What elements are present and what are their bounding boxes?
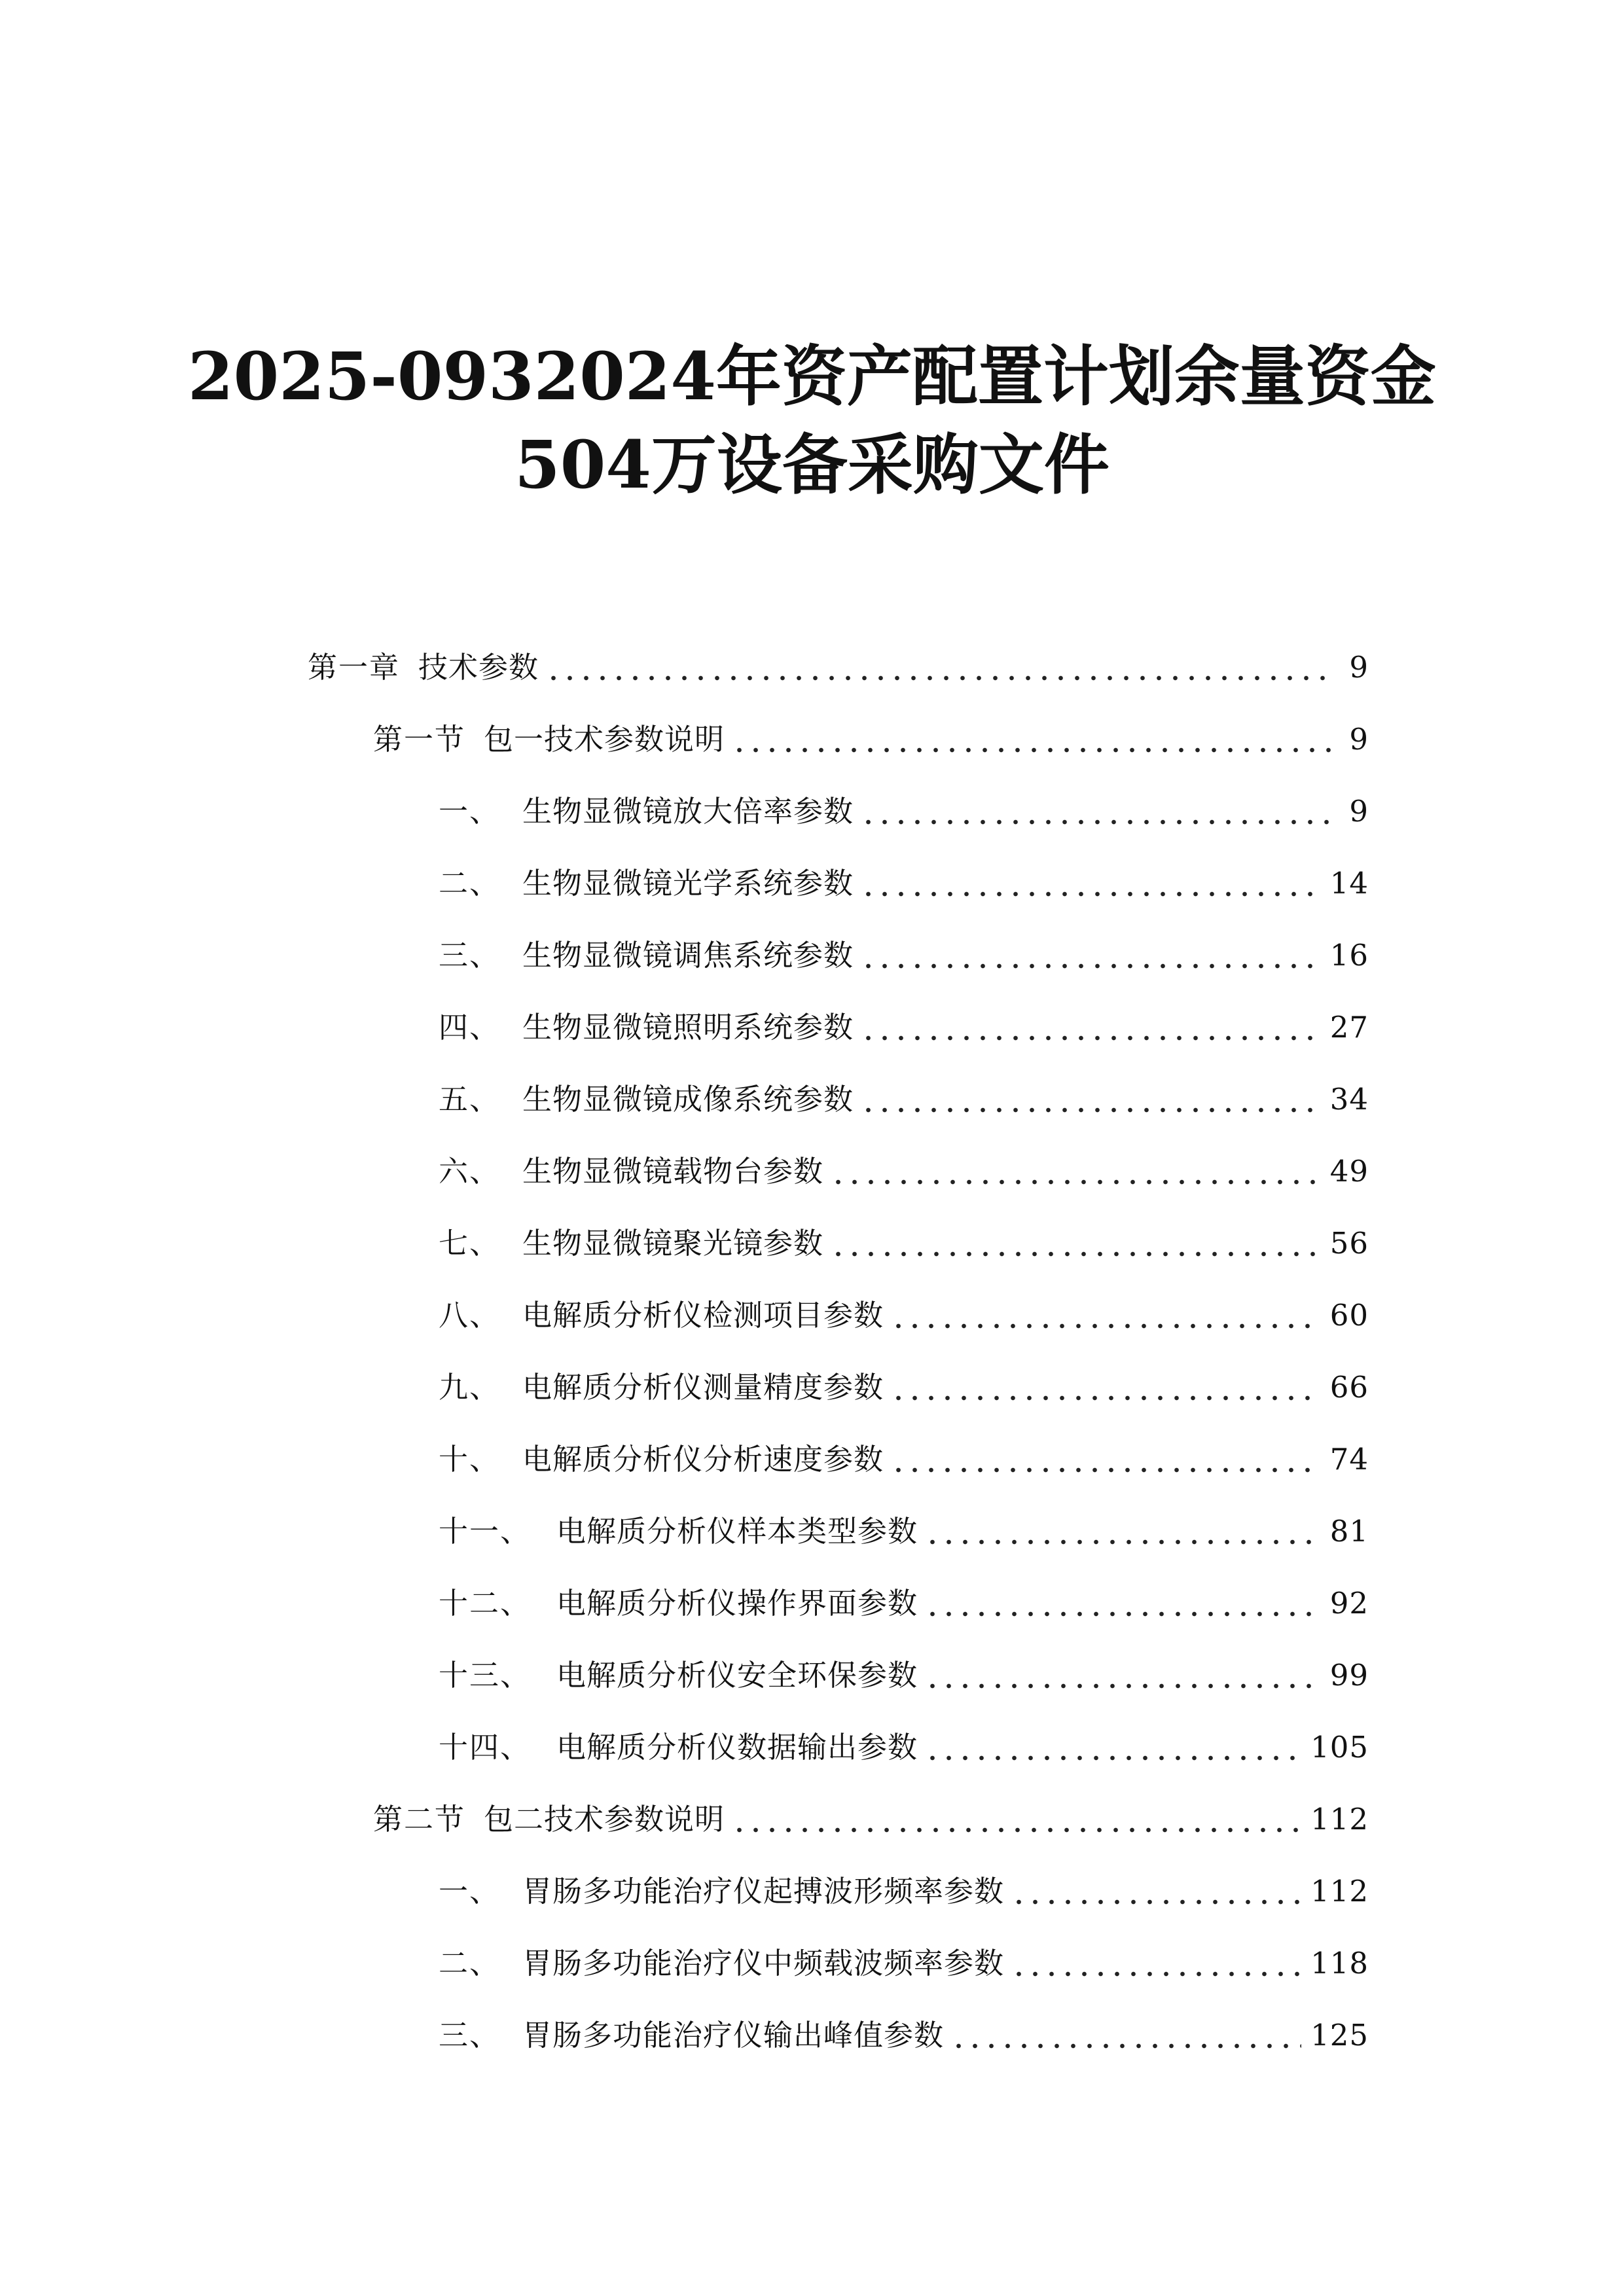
toc-entry-label: 生物显微镜放大倍率参数 [522,794,854,829]
toc-entry-label: 生物显微镜调焦系统参数 [522,938,854,973]
toc-dot-leader [924,1725,1301,1770]
toc-entry-item[interactable] [439,1869,1369,1914]
toc-dot-leader [545,645,1333,691]
toc-entry-item[interactable] [439,1725,1369,1770]
toc-entry-number: 七、 [439,1226,501,1261]
toc-entry-item[interactable] [439,1365,1369,1410]
toc-entry-label: 胃肠多功能治疗仪中频载波频率参数 [522,1946,1005,1981]
toc-entry-chapter-1[interactable] [308,645,1369,691]
toc-dot-leader [860,789,1333,834]
toc-entry-number: 三、 [439,2018,501,2053]
toc-entry-label: 电解质分析仪样本类型参数 [556,1514,918,1549]
toc-entry-section-2[interactable] [373,1797,1369,1842]
toc-dot-leader [731,1797,1301,1842]
toc-dot-leader [890,1437,1321,1482]
toc-entry-label: 电解质分析仪数据输出参数 [556,1730,918,1765]
toc-entry-number: 八、 [439,1298,501,1333]
toc-entry-number: 第一节 [373,722,466,757]
toc-dot-leader [860,1077,1321,1122]
toc-entry-number: 二、 [439,866,501,901]
toc-entry-label: 生物显微镜光学系统参数 [522,866,854,901]
toc-entry-page: 125 [1310,2018,1369,2053]
toc-entry-page: 112 [1310,1874,1369,1909]
toc-entry-item[interactable] [439,933,1369,978]
toc-entry-number: 九、 [439,1370,501,1405]
toc-entry-item[interactable] [439,861,1369,906]
toc-entry-number: 二、 [439,1946,501,1981]
toc-entry-item[interactable] [439,2013,1369,2058]
toc-entry-item[interactable] [439,1653,1369,1698]
toc-entry-page: 66 [1329,1370,1369,1405]
toc-entry-label: 电解质分析仪操作界面参数 [556,1586,918,1621]
toc-entry-item[interactable] [439,1221,1369,1266]
toc-dot-leader [950,2013,1301,2058]
toc-entry-label: 技术参数 [418,650,539,685]
toc-entry-number: 第二节 [373,1802,466,1837]
toc-entry-label: 电解质分析仪分析速度参数 [522,1442,884,1477]
toc-dot-leader [924,1653,1321,1698]
toc-entry-label: 生物显微镜聚光镜参数 [522,1226,824,1261]
toc-entry-label: 包二技术参数说明 [484,1802,725,1837]
toc-entry-label: 生物显微镜成像系统参数 [522,1082,854,1117]
toc-entry-number: 一、 [439,1874,501,1909]
toc-entry-label: 生物显微镜照明系统参数 [522,1010,854,1045]
toc-entry-label: 电解质分析仪安全环保参数 [556,1658,918,1693]
toc-entry-label: 包一技术参数说明 [484,722,725,757]
toc-dot-leader [830,1149,1321,1194]
toc-entry-label: 胃肠多功能治疗仪起搏波形频率参数 [522,1874,1005,1909]
toc-entry-page: 56 [1329,1226,1369,1261]
toc-entry-page: 16 [1329,938,1369,973]
toc-dot-leader [1011,1941,1301,1986]
toc-entry-page: 14 [1329,866,1369,901]
toc-entry-page: 81 [1329,1514,1369,1549]
toc-dot-leader [860,933,1321,978]
toc-dot-leader [890,1365,1321,1410]
toc-entry-item[interactable] [439,789,1369,834]
toc-entry-page: 74 [1329,1442,1369,1477]
toc-entry-page: 118 [1310,1946,1369,1981]
toc-entry-page: 9 [1349,794,1369,829]
toc-dot-leader [830,1221,1321,1266]
toc-entry-item[interactable] [439,1509,1369,1554]
toc-entry-item[interactable] [439,1437,1369,1482]
toc-dot-leader [860,861,1321,906]
toc-entry-page: 105 [1310,1730,1369,1765]
toc-entry-item[interactable] [439,1005,1369,1050]
toc-dot-leader [1011,1869,1301,1914]
toc-entry-number: 三、 [439,938,501,973]
toc-entry-label: 电解质分析仪检测项目参数 [522,1298,884,1333]
table-of-contents [0,645,1624,2150]
document-title-line-2: 504万设备采购文件 [514,426,1110,503]
toc-entry-number: 十二、 [439,1586,532,1621]
toc-entry-number: 五、 [439,1082,501,1117]
document-title-line-1: 2025-0932024年资产配置计划余量资金 [188,338,1436,415]
toc-entry-page: 99 [1329,1658,1369,1693]
toc-entry-page: 27 [1329,1010,1369,1045]
toc-entry-page: 49 [1329,1154,1369,1189]
toc-entry-number: 十、 [439,1442,501,1477]
toc-dot-leader [924,1509,1321,1554]
toc-entry-section-1[interactable] [373,717,1369,762]
toc-entry-item[interactable] [439,1941,1369,1986]
toc-entry-page: 9 [1349,650,1369,685]
toc-entry-page: 9 [1349,722,1369,757]
toc-entry-label: 电解质分析仪测量精度参数 [522,1370,884,1405]
toc-dot-leader [890,1293,1321,1338]
toc-entry-number: 十四、 [439,1730,532,1765]
toc-dot-leader [924,1581,1321,1626]
toc-entry-page: 92 [1329,1586,1369,1621]
toc-entry-page: 60 [1329,1298,1369,1333]
toc-entry-label: 胃肠多功能治疗仪输出峰值参数 [522,2018,945,2053]
toc-entry-number: 第一章 [308,650,401,685]
toc-entry-item[interactable] [439,1293,1369,1338]
toc-entry-page: 112 [1310,1802,1369,1837]
toc-entry-number: 六、 [439,1154,501,1189]
toc-entry-page: 34 [1329,1082,1369,1117]
toc-dot-leader [860,1005,1321,1050]
toc-entry-number: 一、 [439,794,501,829]
toc-entry-item[interactable] [439,1149,1369,1194]
toc-dot-leader [731,717,1333,762]
toc-entry-number: 十三、 [439,1658,532,1693]
toc-entry-item[interactable] [439,1581,1369,1626]
toc-entry-number: 四、 [439,1010,501,1045]
toc-entry-label: 生物显微镜载物台参数 [522,1154,824,1189]
toc-entry-item[interactable] [439,1077,1369,1122]
toc-entry-number: 十一、 [439,1514,532,1549]
